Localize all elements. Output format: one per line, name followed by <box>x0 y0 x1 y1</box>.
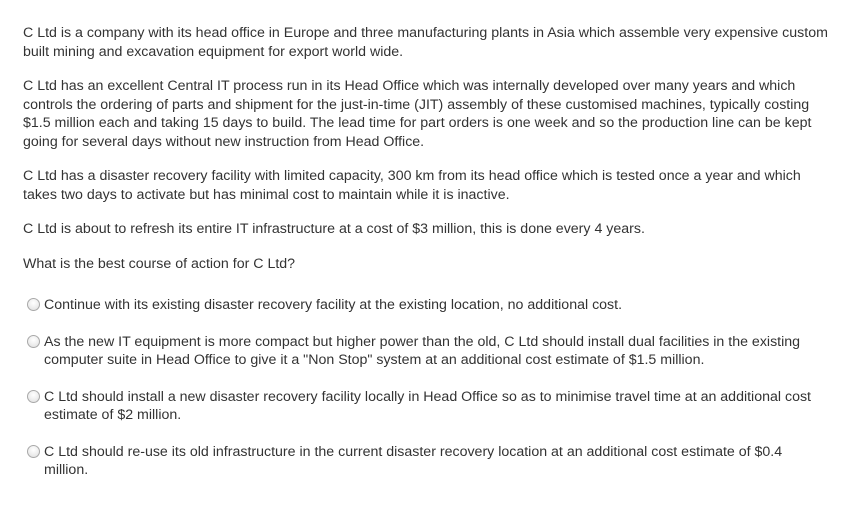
radio-button-icon[interactable] <box>27 390 40 403</box>
question-paragraph: C Ltd is about to refresh its entire IT infrastructure at a cost of $3 million, this is done every 4 years. <box>23 221 645 237</box>
radio-button-icon[interactable] <box>27 335 40 348</box>
answer-option-2[interactable] <box>27 333 827 370</box>
answer-option-1[interactable] <box>27 296 827 315</box>
question-stem <box>23 24 831 289</box>
answer-option-label[interactable]: Continue with its existing disaster recovery facility at the existing location, no additional cost. <box>44 297 623 313</box>
answer-option-label[interactable]: C Ltd should install a new disaster recovery facility locally in Head Office so as to minimise travel time at an additional cost estimate of $2 million. <box>44 388 811 423</box>
question-paragraph: C Ltd is a company with its head office in Europe and three manufacturing plants in Asia which assemble very expensive custom built mining and excavation equipment for export world wide. <box>23 25 828 60</box>
answer-options <box>27 296 827 498</box>
answer-option-3[interactable] <box>27 388 827 425</box>
question-paragraph: C Ltd has an excellent Central IT process run in its Head Office which was internally developed over many years and which controls the ordering of parts and shipment for the just-in-time (JIT) assembly of these customised machines, typically costing $1.5 million each and taking 15 days to build. The lead time for part orders is one week and so the production line can be kept going for several days without new instruction from Head Office. <box>23 78 812 150</box>
question-prompt: What is the best course of action for C Ltd? <box>23 255 296 272</box>
answer-option-label[interactable]: C Ltd should re-use its old infrastructure in the current disaster recovery location at an additional cost estimate of $0.4 million. <box>44 443 783 478</box>
question-paragraph: C Ltd has a disaster recovery facility with limited capacity, 300 km from its head office which is tested once a year and which takes two days to activate but has minimal cost to maintain while it is inactive. <box>23 168 801 203</box>
radio-button-icon[interactable] <box>27 445 40 458</box>
answer-option-label[interactable]: As the new IT equipment is more compact but higher power than the old, C Ltd should install dual facilities in the existing computer suite in Head Office to give it a "Non Stop" system at an additional cost estimate of $1.5 million. <box>44 333 801 368</box>
answer-option-4[interactable] <box>27 443 827 480</box>
radio-button-icon[interactable] <box>27 298 40 311</box>
